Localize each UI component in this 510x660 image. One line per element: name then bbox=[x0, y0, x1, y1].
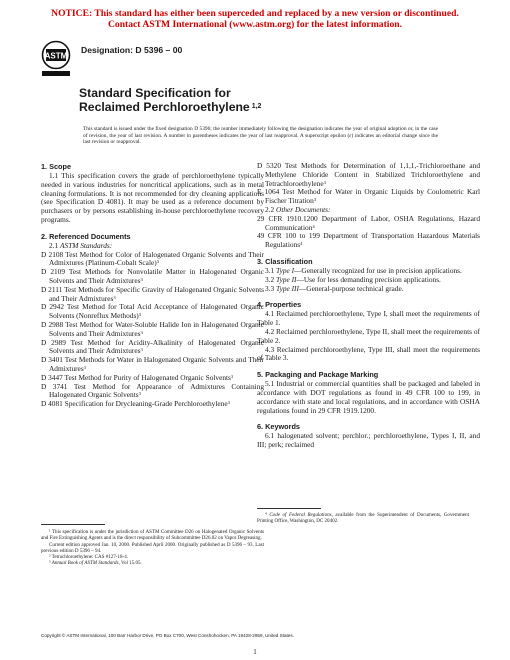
notice-line-1: NOTICE: This standard has either been superceded and replaced by a new version or discontinued. bbox=[51, 8, 459, 19]
reference-item: D 4081 Specification for Drycleaning-Grade Perchloroethylene$^3$ bbox=[41, 399, 230, 409]
classification-item: 3.2 Type II—Use for less demanding precision applications. bbox=[265, 274, 441, 284]
reference-list-continued bbox=[257, 162, 480, 206]
footnote-1: ¹ This specification is under the jurisdiction of ASTM Committee D26 on Halogenated Organic Solvents and Fire Extinguishing Agents and is the direct responsibility of Subcommittee D26.02 on Vapor Degreasing. bbox=[41, 529, 264, 542]
other-documents-subheading: 2.2 Other Documents: bbox=[265, 204, 331, 214]
reference-item: D 2108 Test Method for Color of Halogenated Organic Solvents and Their Admixtures (Platinum-Cobalt Scale)$^3$ bbox=[41, 249, 264, 268]
footnote-rule-left bbox=[41, 524, 105, 525]
svg-text:ASTM: ASTM bbox=[44, 51, 68, 61]
classification-list bbox=[257, 267, 480, 293]
page-number: 1 bbox=[253, 648, 257, 656]
other-document-item: 29 CFR 1910.1200 Department of Labor, OSHA Regulations, Hazard Communication$^4$ bbox=[257, 213, 480, 232]
left-column bbox=[41, 162, 264, 409]
classification-item: 3.3 Type III—General-purpose technical grade. bbox=[265, 283, 404, 293]
property-item: 4.1 Reclaimed perchloroethylene, Type I, shall meet the requirements of Table 1. bbox=[257, 309, 480, 328]
reference-item: D 2988 Test Method for Water-Soluble Halide Ion in Halogenated Organic Solvents and Their Admixtures$^3$ bbox=[41, 319, 264, 338]
referenced-documents-heading: 2. Referenced Documents bbox=[41, 231, 131, 241]
title-line-2: Reclaimed Perchloroethylene bbox=[79, 99, 250, 114]
reference-item: E 1064 Test Method for Water in Organic Liquids by Coulometric Karl Fischer Titration$^3$ bbox=[257, 187, 480, 206]
packaging-paragraph: 5.1 Industrial or commercial quantities shall be packaged and labeled in accordance with DOT regulations as found in 49 CFR 100 to 199, in accordance with state and local regulations, and in accordance with OSHA regulations found in 29 CFR 1919.1200. bbox=[257, 379, 480, 415]
reference-item: D 5320 Test Methods for Determination of 1,1,1,-Trichloroethane and Methylene Chloride Content in Stabilized Trichloroethylene and Tetrachloroethylene$^3$ bbox=[257, 161, 480, 188]
document-title bbox=[79, 87, 261, 114]
footnote-3: ³ Annual Book of ASTM Standards, Vol 15.05. bbox=[49, 560, 142, 567]
scope-paragraph: 1.1 This specification covers the grade of perchloroethylene typically needed in various industries for noncritical applications, such as in metal cleaning formulations. It is not recommended for dry cleaning applications (see Specification D 4081). It may be used as a reference document by purchasers or by persons establishing in-house perchloroethylene recovery programs. bbox=[41, 171, 264, 224]
astm-logo bbox=[40, 40, 72, 78]
reference-item: D 2989 Test Method for Acidity-Alkalinity of Halogenated Organic Solvents and Their Admixtures$^3$ bbox=[41, 337, 264, 356]
packaging-heading: 5. Packaging and Package Marking bbox=[257, 370, 379, 380]
footnote-4: ⁴ Code of Federal Regulations, available from the Superintendent of Documents, Government Printing Office, Washington, DC 20402. bbox=[257, 512, 470, 525]
reference-item: D 2109 Test Methods for Nonvolatile Matter in Halogenated Organic Solvents and Their Admixtures$^3$ bbox=[41, 267, 264, 285]
properties-list bbox=[257, 310, 480, 363]
reference-item: D 2942 Test Method for Total Acid Acceptance of Halogenated Organic Solvents (Nonreflux Methods)$^3$ bbox=[41, 302, 264, 321]
reference-list bbox=[41, 251, 264, 409]
designation: Designation: D 5396 – 00 bbox=[81, 45, 183, 55]
standard-intro: This standard is issued under the fixed designation D 5396; the number immediately following the designation indicates the year of original adoption or, in the case of revision, the year of last revision. A number in parentheses indicates the year of last reapproval. A superscript epsilon (ε) indicates an editorial change since the last revision or reapproval. bbox=[83, 126, 438, 146]
reference-item: D 3401 Test Methods for Water in Halogenated Organic Solvents and Their Admixtures$^3$ bbox=[41, 355, 264, 373]
footnotes-left bbox=[41, 529, 264, 567]
property-item: 4.3 Reclaimed perchloroethylene, Type III, shall meet the requirements of Table 3. bbox=[257, 344, 480, 363]
copyright-footer: Copyright © ASTM International, 100 Barr Harbor Drive, PO Box C700, West Conshohocken, PA 19428-2959, United States. bbox=[41, 633, 294, 638]
reference-item: D 2111 Test Methods for Specific Gravity of Halogenated Organic Solvents and Their Admixtures$^3$ bbox=[41, 284, 264, 303]
reference-item: D 3447 Test Method for Purity of Halogenated Organic Solvents$^3$ bbox=[41, 372, 234, 382]
title-footnote-ref: 1,2 bbox=[251, 102, 262, 110]
properties-heading: 4. Properties bbox=[257, 300, 302, 310]
footnote-2: ² Tetrachloroethylene: CAS #127-18-4. bbox=[49, 554, 128, 561]
keywords-heading: 6. Keywords bbox=[257, 422, 300, 432]
astm-standards-subheading: 2.1 ASTM Standards: bbox=[49, 240, 113, 250]
footnote-1b: Current edition approved Jan. 10, 2000. Published April 2000. Originally published as D 5396 – 93. Last previous edition D 5396 – 94. bbox=[41, 541, 264, 554]
footnote-rule-right bbox=[257, 508, 321, 509]
classification-item: 3.1 Type I—Generally recognized for use in precision applications. bbox=[265, 265, 462, 275]
other-document-item: 49 CFR 100 to 199 Department of Transportation Hazardous Materials Regulations$^4$ bbox=[257, 231, 480, 250]
property-item: 4.2 Reclaimed perchloroethylene, Type II, shall meet the requirements of Table 2. bbox=[257, 326, 480, 345]
right-column bbox=[257, 162, 480, 450]
scope-heading: 1. Scope bbox=[41, 162, 72, 171]
title-line-1: Standard Specification for bbox=[79, 86, 231, 100]
other-documents-list bbox=[257, 215, 480, 250]
classification-heading: 3. Classification bbox=[257, 256, 313, 266]
keywords-paragraph: 6.1 halogenated solvent; perchlor.; perchloroethylene, Types I, II, and III; perk; reclaimed bbox=[257, 431, 480, 450]
notice-line-2: Contact ASTM International (www.astm.org) for the latest information. bbox=[108, 19, 402, 30]
reference-item: D 3741 Test Method for Appearance of Admixtures Containing Halogenated Organic Solvents$^3$ bbox=[41, 381, 264, 400]
